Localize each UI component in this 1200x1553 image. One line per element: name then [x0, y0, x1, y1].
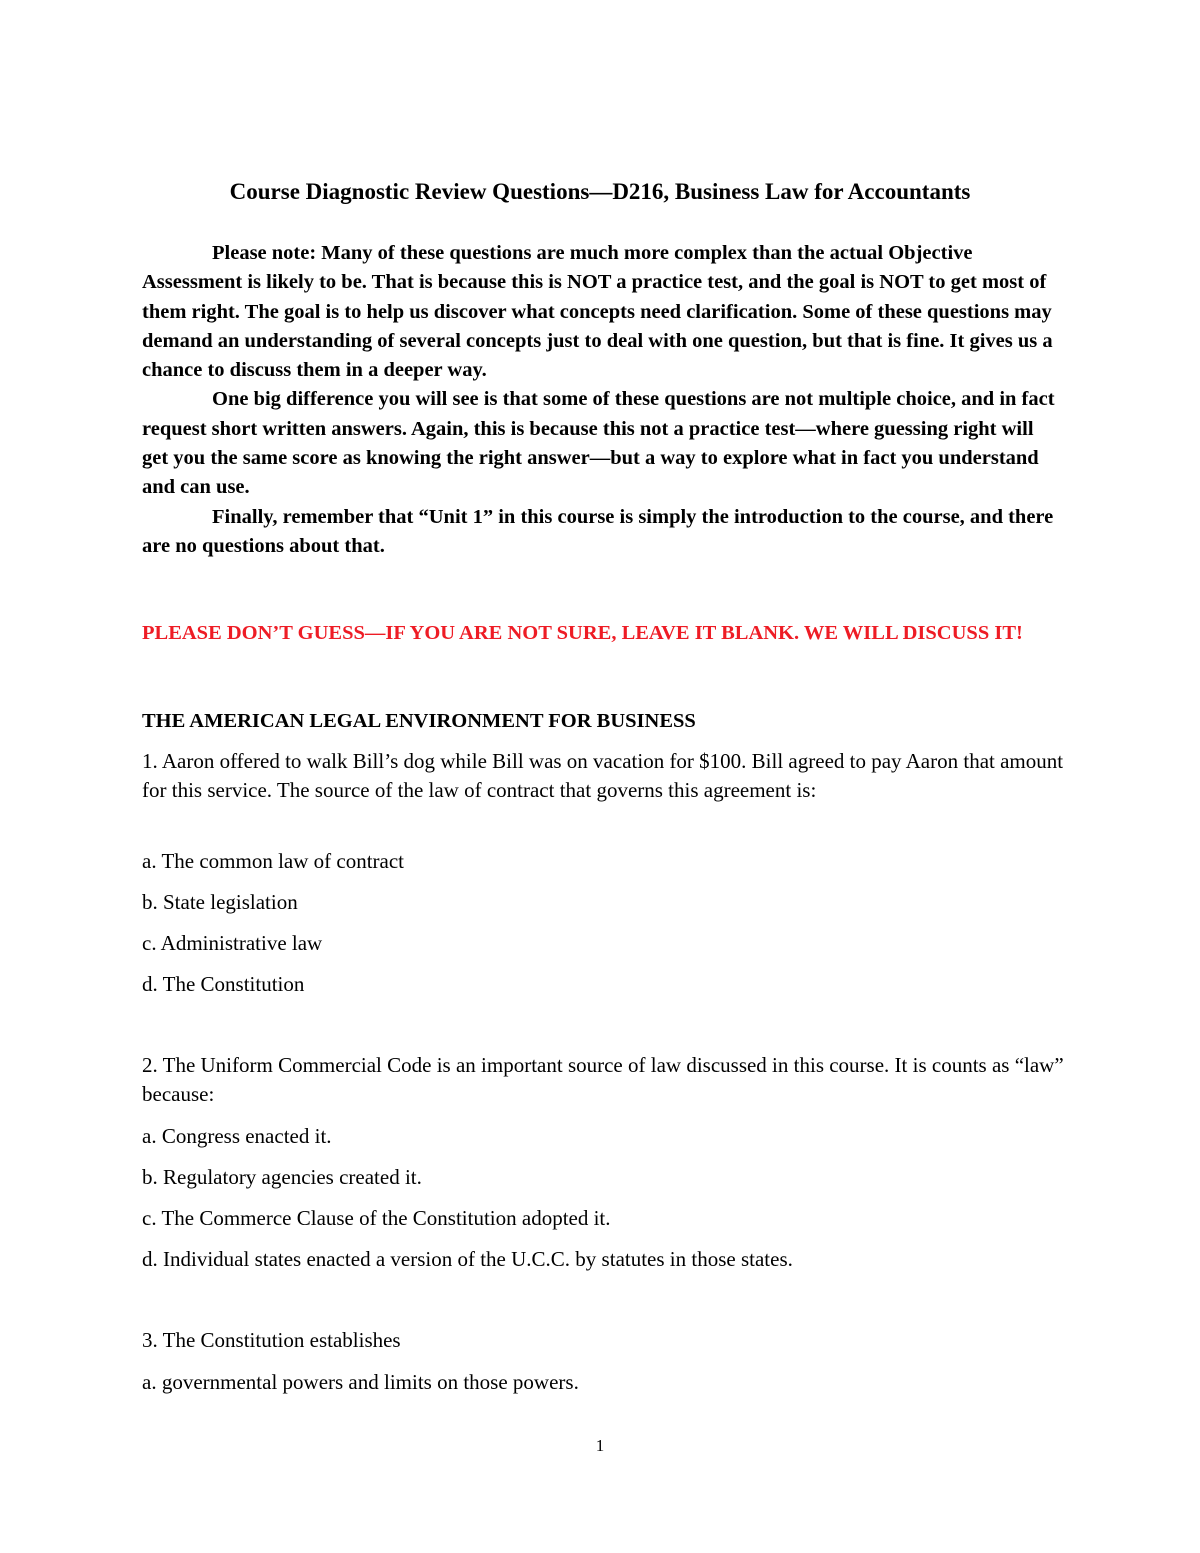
- document-title: Course Diagnostic Review Questions—D216, Business Law for Accountants: [229, 179, 971, 204]
- question-3-text: 3. The Constitution establishes: [142, 1328, 401, 1352]
- intro-paragraph: Please note: Many of these questions are much more complex than the actual Objective Assessment is likely to be. That is because this is NOT a practice test, and the goal is NOT to get most of them right. The goal is to help us discover what concepts need clarification. Some of these questions may demand an understanding of several concepts just to deal with one question, but that is fine. It gives us a chance to discuss them in a deeper way.: [142, 242, 1053, 382]
- intro-notes: [142, 239, 1062, 561]
- question-2-option-b: b. Regulatory agencies created it.: [142, 1165, 422, 1189]
- section-heading: THE AMERICAN LEGAL ENVIRONMENT FOR BUSINESS: [142, 710, 696, 732]
- intro-paragraph: One big difference you will see is that some of these questions are not multiple choice, and in fact request short written answers. Again, this is because this not a practice test—where guessing right will get you the same score as knowing the right answer—but a way to explore what in fact you understand and can use.: [142, 388, 1055, 499]
- page-number: 1: [595, 1436, 605, 1455]
- question-1-option-a: a. The common law of contract: [142, 849, 405, 873]
- question-2-text: 2. The Uniform Commercial Code is an important source of law discussed in this course. It is counts as “law” because:: [142, 1053, 1064, 1107]
- question-2-option-c: c. The Commerce Clause of the Constitution adopted it.: [142, 1206, 611, 1230]
- question-2-option-a: a. Congress enacted it.: [142, 1124, 332, 1148]
- question-1-option-b: b. State legislation: [142, 890, 298, 914]
- question-1-option-d: d. The Constitution: [142, 972, 305, 996]
- question-3-option-a: a. governmental powers and limits on those powers.: [142, 1370, 579, 1394]
- question-2-option-d: d. Individual states enacted a version of the U.C.C. by statutes in those states.: [142, 1247, 793, 1271]
- intro-paragraph: Finally, remember that “Unit 1” in this course is simply the introduction to the course, and there are no questions about that.: [142, 505, 1054, 557]
- question-1-option-c: c. Administrative law: [142, 931, 323, 955]
- warning-notice: PLEASE DON’T GUESS—IF YOU ARE NOT SURE, LEAVE IT BLANK. WE WILL DISCUSS IT!: [142, 622, 1023, 644]
- question-1-text: 1. Aaron offered to walk Bill’s dog while Bill was on vacation for $100. Bill agreed to pay Aaron that amount for this service. The source of the law of contract that governs this agreement is:: [142, 749, 1064, 803]
